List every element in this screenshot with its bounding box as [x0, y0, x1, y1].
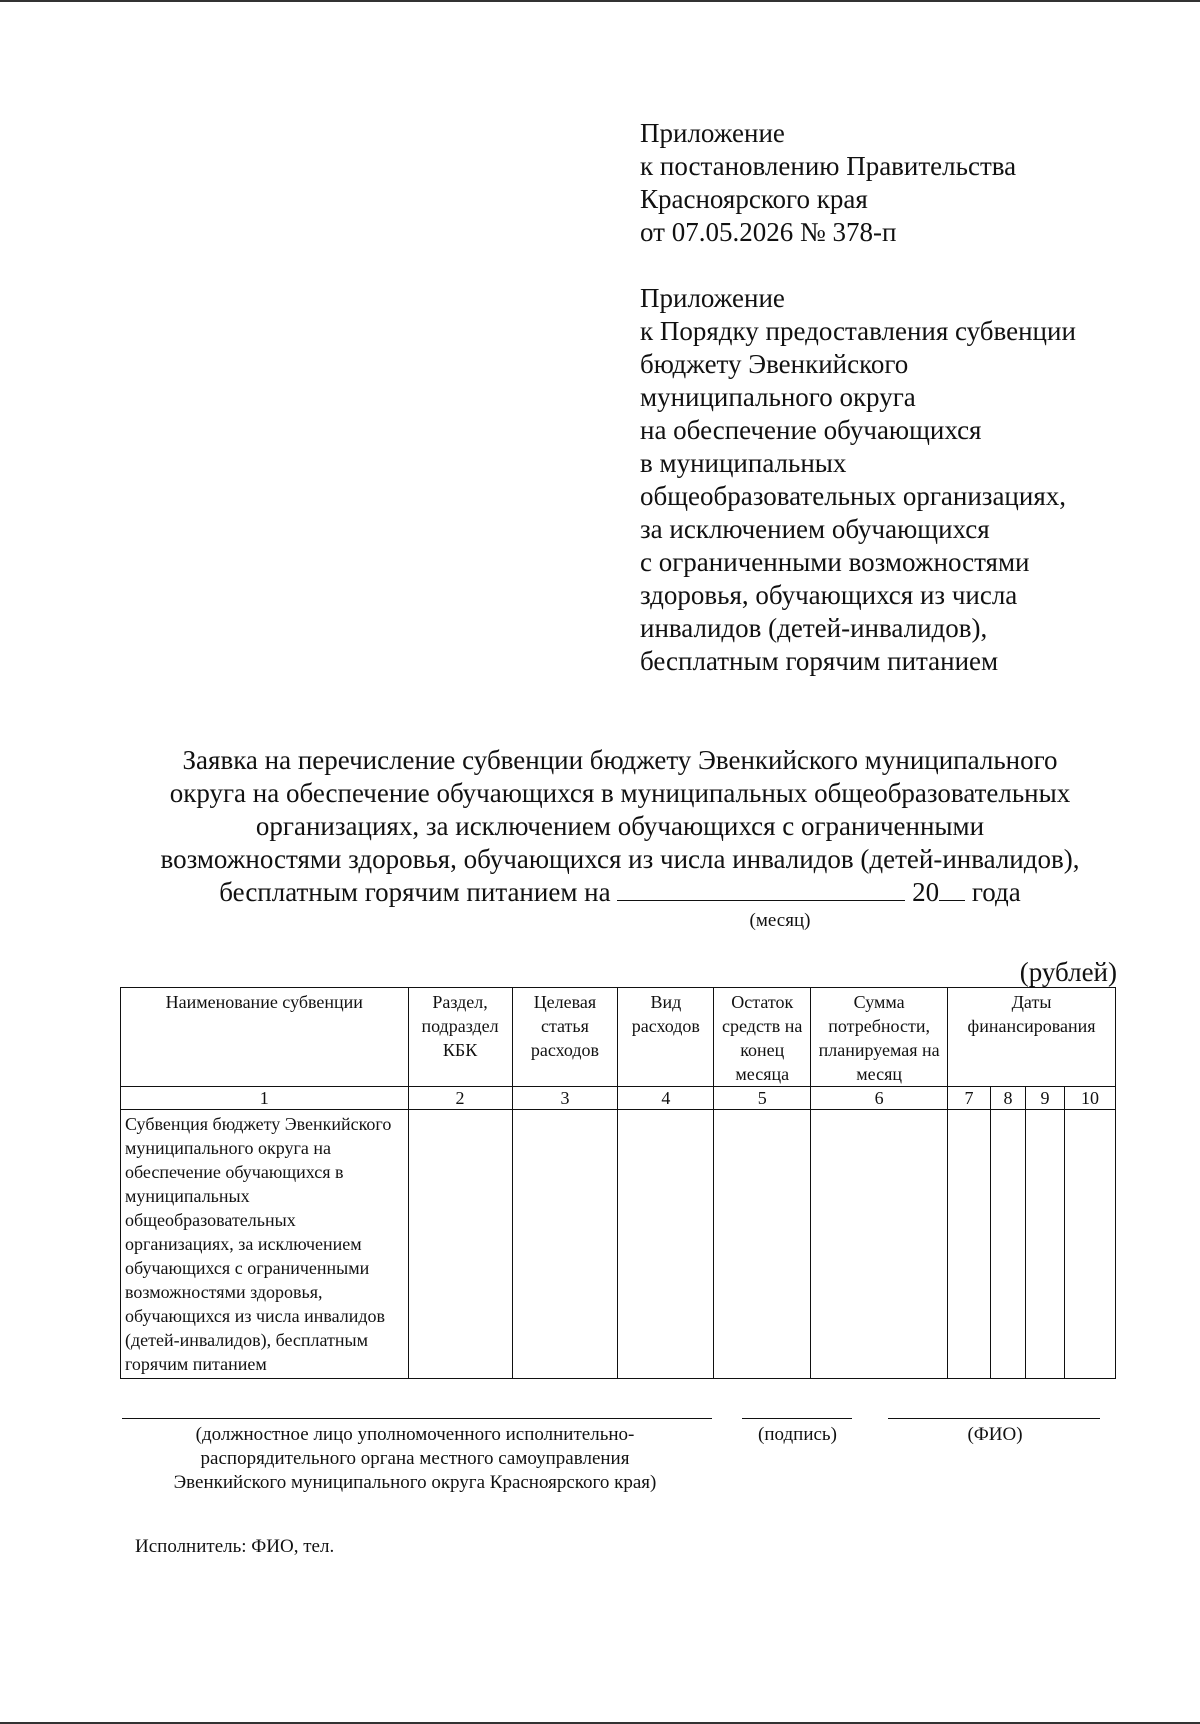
- appendix-line: к постановлению Правительства: [640, 151, 1017, 181]
- column-number: 8: [991, 1087, 1026, 1110]
- balance-cell[interactable]: [714, 1110, 811, 1379]
- header-expense-type: Вид расходов: [618, 988, 714, 1087]
- table-row: [121, 1110, 1116, 1379]
- financing-date-cell[interactable]: [1064, 1110, 1115, 1379]
- appendix-line: на обеспечение обучающихся: [640, 415, 982, 445]
- position-label-line: (должностное лицо уполномоченного исполнительно-: [195, 1424, 635, 1445]
- fio-label: (ФИО): [967, 1424, 1023, 1445]
- appendix-line: Приложение: [640, 118, 785, 148]
- appendix-line: Красноярского края: [640, 184, 868, 214]
- appendix-line: бесплатным горячим питанием: [640, 646, 999, 676]
- header-balance: Остаток средств на конец месяца: [714, 988, 811, 1087]
- subvention-name-cell: Субвенция бюджету Эвенкийского муниципального округа на обеспечение обучающихся в муниципальных общеобразовательных организациях, за исключением обучающихся с ограниченными возможностями здоровья, обучающихся из числа инвалидов (детей-инвалидов), бесплатным горячим питанием: [121, 1110, 409, 1379]
- appendix-resolution-block: [640, 117, 1016, 249]
- title-line: Заявка на перечисление субвенции бюджету Эвенкийского муниципального: [182, 745, 1058, 775]
- appendix-line: с ограниченными возможностями: [640, 547, 1030, 577]
- request-title: [120, 744, 1120, 909]
- column-number: 6: [811, 1087, 948, 1110]
- executor-label: Исполнитель: ФИО, тел.: [135, 1536, 335, 1557]
- position-signature-line[interactable]: [122, 1418, 712, 1419]
- financing-date-cell[interactable]: [991, 1110, 1026, 1379]
- planned-amount-cell[interactable]: [811, 1110, 948, 1379]
- month-caption: (месяц): [749, 910, 811, 931]
- appendix-line: Приложение: [640, 283, 785, 313]
- header-planned-amount: Сумма потребности, планируемая на месяц: [811, 988, 948, 1087]
- header-kbk-section: Раздел, подраздел КБК: [408, 988, 512, 1087]
- financing-date-cell[interactable]: [948, 1110, 991, 1379]
- target-article-cell[interactable]: [512, 1110, 618, 1379]
- column-number: 9: [1026, 1087, 1065, 1110]
- units-label: (рублей): [1019, 957, 1117, 987]
- appendix-line: муниципального округа: [640, 382, 916, 412]
- appendix-line: общеобразовательных организациях,: [640, 481, 1067, 511]
- appendix-line: бюджету Эвенкийского: [640, 349, 909, 379]
- appendix-line: к Порядку предоставления субвенции: [640, 316, 1076, 346]
- column-number: 3: [512, 1087, 618, 1110]
- header-subvention-name: Наименование субвенции: [121, 988, 409, 1087]
- appendix-line: за исключением обучающихся: [640, 514, 990, 544]
- table-header-row: [121, 988, 1116, 1087]
- year-prefix: 20: [912, 877, 940, 907]
- kbk-section-cell[interactable]: [408, 1110, 512, 1379]
- title-line: организациях, за исключением обучающихся с ограниченными: [255, 811, 985, 841]
- request-table: [120, 987, 1116, 1379]
- appendix-line: в муниципальных: [640, 448, 847, 478]
- year-blank-field[interactable]: [939, 876, 965, 901]
- title-line: округа на обеспечение обучающихся в муниципальных общеобразовательных: [169, 778, 1071, 808]
- page-top-edge: [0, 0, 1200, 2]
- appendix-order-block: [640, 282, 1076, 678]
- signature-line[interactable]: [742, 1418, 852, 1419]
- column-number: 1: [121, 1087, 409, 1110]
- expense-type-cell[interactable]: [618, 1110, 714, 1379]
- appendix-line: от 07.05.2026 № 378-п: [640, 217, 897, 247]
- year-suffix: года: [971, 877, 1021, 907]
- column-number: 4: [618, 1087, 714, 1110]
- position-label-line: распорядительного органа местного самоуправления: [200, 1448, 630, 1469]
- title-last-line: [120, 876, 1120, 909]
- column-number: 10: [1064, 1087, 1115, 1110]
- header-financing-dates: Даты финансирования: [948, 988, 1116, 1087]
- column-number: 5: [714, 1087, 811, 1110]
- fio-signature-line[interactable]: [888, 1418, 1100, 1419]
- column-number: 2: [408, 1087, 512, 1110]
- title-line: возможностями здоровья, обучающихся из числа инвалидов (детей-инвалидов),: [160, 844, 1080, 874]
- signature-label: (подпись): [758, 1424, 837, 1445]
- title-last-line-text: бесплатным горячим питанием на: [219, 877, 611, 907]
- appendix-line: инвалидов (детей-инвалидов),: [640, 613, 988, 643]
- position-label-line: Эвенкийского муниципального округа Красноярского края): [173, 1472, 657, 1493]
- appendix-line: здоровья, обучающихся из числа: [640, 580, 1018, 610]
- financing-date-cell[interactable]: [1026, 1110, 1065, 1379]
- position-label: [120, 1423, 710, 1495]
- header-target-article: Целевая статья расходов: [512, 988, 618, 1087]
- month-blank-field[interactable]: [617, 876, 905, 901]
- column-number: 7: [948, 1087, 991, 1110]
- table-column-numbers-row: [121, 1087, 1116, 1110]
